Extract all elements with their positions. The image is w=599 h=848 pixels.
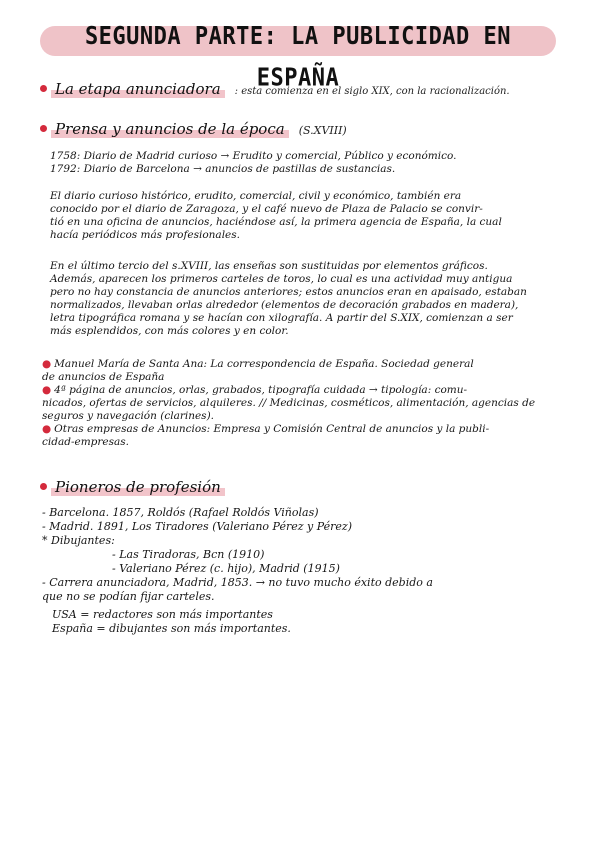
pioneer-line: - Madrid. 1891, Los Tiradores (Valeriano Pérez y Pérez) xyxy=(42,520,352,533)
bullet-dot-icon xyxy=(40,85,47,92)
bullet-line: de anuncios de España xyxy=(42,371,165,383)
section-note: : esta comienza en el siglo XIX, con la racionalización. xyxy=(234,86,510,97)
bullet-text: Otras empresas de Anuncios: Empresa y Comisión Central de anuncios y la publi- xyxy=(54,423,490,435)
paragraph-line: normalizados, llevaban orlas alrededor (elementos de decoración grabados en madera), xyxy=(50,299,519,311)
paragraph-line: tió en una oficina de anuncios, haciéndose así, la primera agencia de España, la cual xyxy=(50,216,502,228)
bullet-dot-icon xyxy=(40,125,47,132)
paragraph-line: El diario curioso histórico, erudito, comercial, civil y económico, también era xyxy=(50,190,462,202)
bullet-line: nicados, ofertas de servicios, alquileres. // Medicinas, cosméticos, alimentación, agencias de xyxy=(42,397,536,409)
pioneros-list xyxy=(42,506,552,636)
date-line: 1792: Diario de Barcelona → anuncios de pastillas de sustancias. xyxy=(50,163,396,175)
paragraph-diario-curioso xyxy=(50,190,560,242)
bullet-list xyxy=(42,358,552,449)
bullet-text: 4ª página de anuncios, orlas, grabados, tipografía cuidada → tipología: comu- xyxy=(54,384,468,396)
bullet-dot-icon: ● xyxy=(42,423,52,435)
pioneer-line: España = dibujantes son más importantes. xyxy=(52,622,291,635)
section-heading: Pioneros de profesión xyxy=(51,478,225,496)
section-aside: (S.XVIII) xyxy=(298,124,347,137)
pioneer-line: - Barcelona. 1857, Roldós (Rafael Roldós Viñolas) xyxy=(42,506,319,519)
section-heading: La etapa anunciadora xyxy=(51,80,225,98)
dates-list xyxy=(50,150,560,176)
paragraph-line: pero no hay constancia de anuncios anteriores; estos anuncios eran en apaisado, estaban xyxy=(50,286,527,298)
bullet-dot-icon: ● xyxy=(42,358,52,370)
bullet-line xyxy=(42,358,552,371)
section-etapa-anunciadora xyxy=(40,80,510,98)
bullet-line: cidad-empresas. xyxy=(42,436,129,448)
bullet-line xyxy=(42,423,552,436)
paragraph-line: hacía periódicos más profesionales. xyxy=(50,229,240,241)
bullet-line: seguros y navegación (clarines). xyxy=(42,410,215,422)
section-prensa-anuncios xyxy=(40,120,347,138)
paragraph-line: Además, aparecen los primeros carteles de toros, lo cual es una actividad muy antigua xyxy=(50,273,513,285)
pioneer-line: - Las Tiradoras, Bcn (1910) xyxy=(112,548,265,561)
bullet-text: Manuel María de Santa Ana: La correspondencia de España. Sociedad general xyxy=(54,358,474,370)
paragraph-line: En el último tercio del s.XVIII, las enseñas son sustituidas por elementos gráficos. xyxy=(50,260,488,272)
pioneer-line: USA = redactores son más importantes xyxy=(52,608,273,621)
paragraph-ultimo-tercio xyxy=(50,260,560,338)
date-line: 1758: Diario de Madrid curioso → Erudito y comercial, Público y económico. xyxy=(50,150,457,162)
bullet-dot-icon: ● xyxy=(42,384,52,396)
paragraph-line: letra tipográfica romana y se hacían con xilografía. A partir del S.XIX, comienzan a ser xyxy=(50,312,513,324)
paragraph-line: más esplendidos, con más colores y en color. xyxy=(50,325,289,337)
pioneer-line: * Dibujantes: xyxy=(42,534,115,547)
bullet-line xyxy=(42,384,552,397)
pioneer-line: - Valeriano Pérez (c. hijo), Madrid (1915) xyxy=(112,562,340,575)
paragraph-line: conocido por el diario de Zaragoza, y el café nuevo de Plaza de Palacio se convir- xyxy=(50,203,483,215)
pioneer-line: - Carrera anunciadora, Madrid, 1853. → no tuvo mucho éxito debido a xyxy=(42,576,433,589)
pioneer-line: que no se podían fijar carteles. xyxy=(42,590,215,603)
page-title: SEGUNDA PARTE: LA PUBLICIDAD EN ESPAÑA xyxy=(84,22,512,93)
bullet-dot-icon xyxy=(40,483,47,490)
section-pioneros xyxy=(40,478,225,496)
section-heading: Prensa y anuncios de la época xyxy=(51,120,289,138)
